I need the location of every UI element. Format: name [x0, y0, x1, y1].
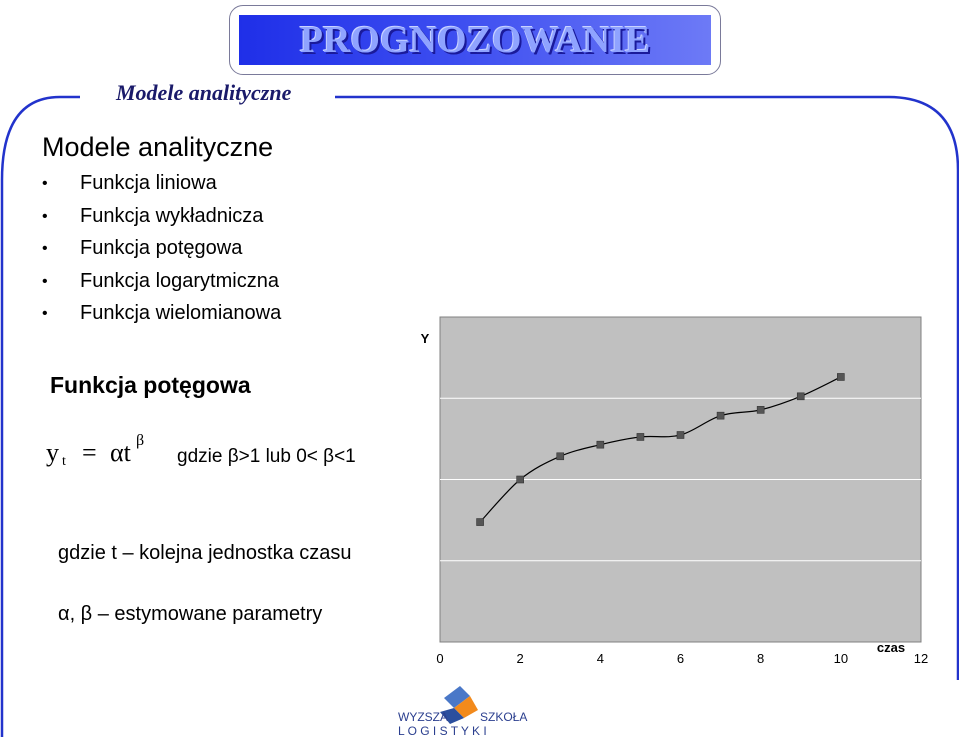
list-item: • Funkcja wielomianowa: [40, 300, 281, 333]
x-tick-label: 10: [833, 651, 849, 666]
data-point: [637, 433, 644, 440]
explanation-parameters: α, β – estymowane parametry: [58, 603, 323, 625]
title-banner: [229, 5, 721, 75]
x-tick-label: 4: [596, 651, 604, 666]
list-item: • Funkcja potęgowa: [40, 235, 281, 268]
y-axis-label: Y: [420, 331, 430, 346]
x-tick-label: 6: [676, 651, 685, 666]
data-point: [717, 412, 724, 419]
formula-y: y: [46, 438, 59, 467]
formula-equals: =: [82, 438, 97, 467]
data-point: [597, 441, 604, 448]
logo-text-logistyki: L O G I S T Y K I: [398, 724, 487, 736]
list-item: • Funkcja logarytmiczna: [40, 268, 281, 301]
data-point: [557, 453, 564, 460]
x-tick-label: 12: [913, 651, 929, 666]
logo-text-szkola: SZKOŁA: [480, 710, 528, 724]
x-axis-label: czas: [876, 640, 906, 655]
content-heading: Modele analityczne: [42, 132, 274, 162]
formula-beta-superscript: β: [136, 432, 145, 449]
x-tick-label: 0: [436, 651, 444, 666]
list-item: • Funkcja liniowa: [40, 170, 281, 203]
x-tick-label: 2: [516, 651, 524, 666]
explanation-t: gdzie t – kolejna jednostka czasu: [58, 542, 352, 564]
x-tick-label: 8: [757, 651, 765, 666]
logo-text-wyzsza: WYZSZA: [398, 710, 448, 724]
slide-title: PROGNOZOWANIE: [299, 19, 651, 61]
data-point: [477, 519, 484, 526]
model-list: [40, 170, 281, 333]
title-banner-fill: [239, 15, 711, 65]
formula-t-subscript: t: [62, 454, 66, 469]
formula-alpha-t: αt: [110, 438, 131, 467]
list-item: • Funkcja wykładnicza: [40, 203, 281, 236]
power-function-chart: [400, 315, 959, 690]
slide-subtitle: Modele analityczne: [116, 80, 292, 105]
formula-condition: gdzie β>1 lub 0< β<1: [177, 446, 356, 467]
data-point: [797, 393, 804, 400]
data-point: [837, 373, 844, 380]
data-point: [677, 432, 684, 439]
data-point: [757, 406, 764, 413]
data-point: [517, 476, 524, 483]
section-title: Funkcja potęgowa: [50, 372, 251, 398]
logo: [382, 684, 542, 736]
